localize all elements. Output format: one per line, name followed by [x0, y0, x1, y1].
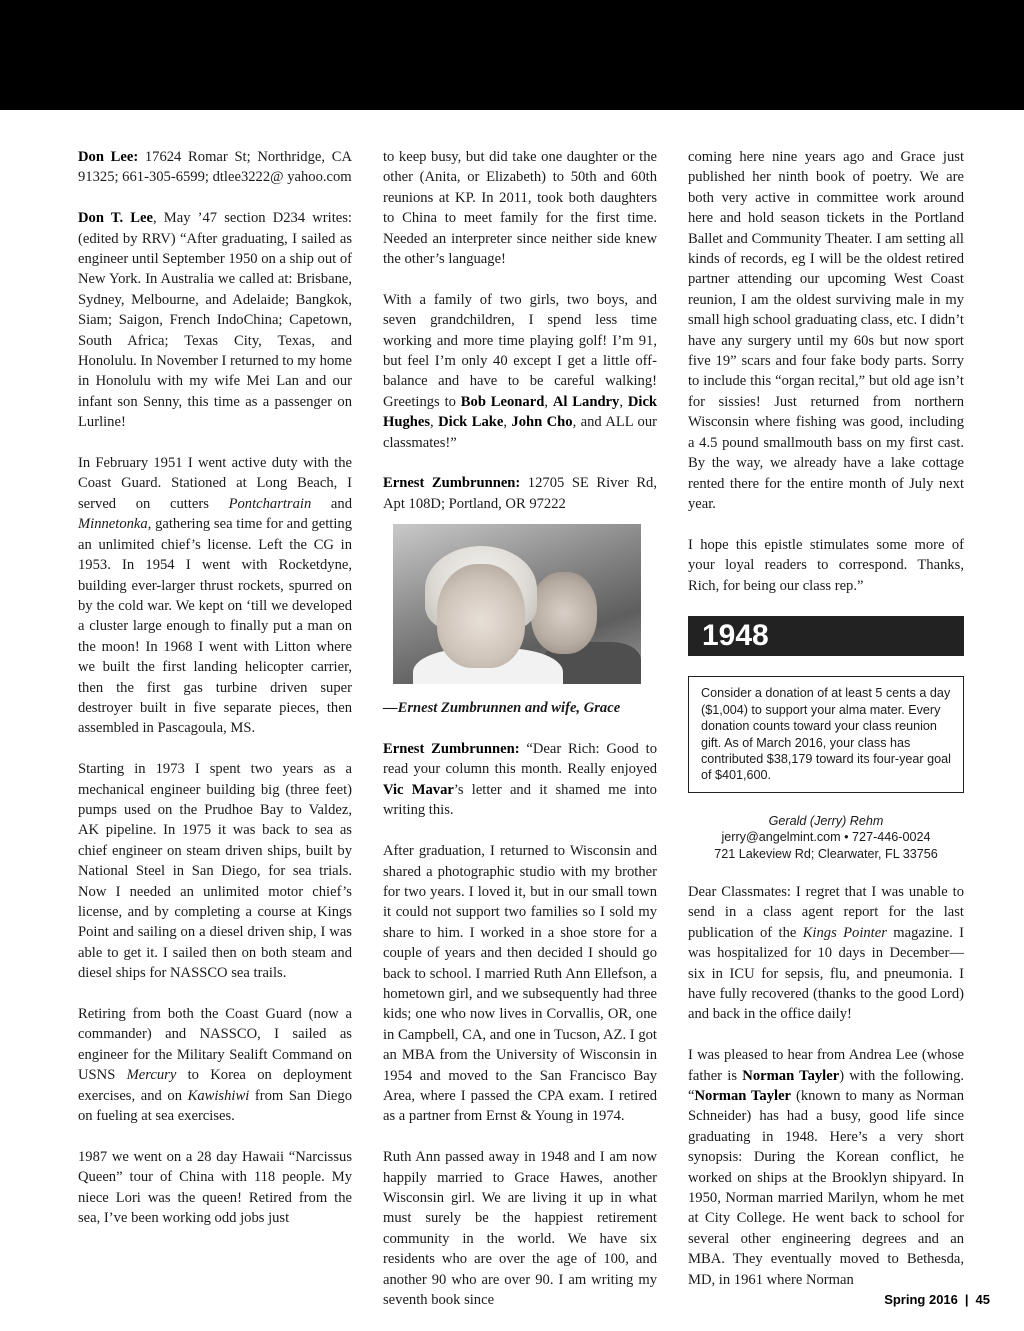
classmate-name: Ernest Zumbrunnen: [383, 741, 520, 758]
class-year-heading: 1948 [688, 616, 964, 656]
separator: , [619, 393, 628, 410]
classmate-name: Norman Tayler [742, 1067, 840, 1084]
donation-box: Consider a donation of at least 5 cents a day ($1,004) to support your alma mater. Every donation counts toward your class reunion gift. As of March 2016, your class has contributed $38,179 toward its four-year goal of $401,600. [688, 676, 964, 792]
paragraph [688, 882, 964, 1025]
paragraph [78, 208, 352, 432]
paragraph-text: magazine. I was hospitalized for 10 days in December—six in ICU for sepsis, flu, and pneumonia. I have fully recovered (thanks to the good Lord) and back in the office daily! [688, 924, 965, 1023]
couple-photo [393, 524, 641, 684]
agent-name: Gerald (Jerry) Rehm [768, 813, 884, 828]
classmate-name: Al Landry [552, 393, 620, 410]
paragraph [78, 147, 352, 188]
page-number: 45 [975, 1292, 990, 1307]
paragraph-text: , and ALL our classmates!” [383, 414, 658, 451]
paragraph: After graduation, I returned to Wisconsin and shared a photographic studio with my brother for two years. I loved it, but in our small town it could not support two families so I sold my share to him. I worked in a shoe store for a couple of years and then decided I should go back to school. I married Ruth Ann Ellefson, a hometown girl, and we subsequently had three kids; one who now lives in Corvallis, OR, one in Campbell, CA, and one in Tucson, AZ. I got an MBA from the University of Wisconsin in 1954 and moved to the San Francisco Bay Area, where I passed the CPA exam. I retired as a partner from Ernst & Young in 1974. [383, 843, 657, 1125]
paragraph-text: , gathering sea time for and getting an unlimited chief’s license. Left the CG in 1953. In 1954 I went with Rocketdyne, building ever-larger thrust rockets, spurred on by the cold war. We kept on ‘till we developed a cluster large enough to finally put a man on the moon! In 1968 I went with Litton where we built the first landing helicopter carrier, then the first gas turbine driven super destroyer built in five separate pieces, then assembled in Pascagoula, MS. [78, 516, 352, 737]
column-3 [688, 147, 964, 1310]
ship-name: Pontchartrain [228, 495, 312, 512]
issue-label: Spring 2016 [884, 1292, 958, 1307]
paragraph [688, 1045, 964, 1290]
paragraph [383, 473, 657, 514]
paragraph-text: from San Diego on fueling at sea exercises. [78, 1087, 352, 1125]
paragraph: to keep busy, but did take one daughter or the other (Anita, or Elizabeth) to 50th and 60th reunions at KP. In 2011, took both daughters to China to meet family for the first time. Needed an interpreter since neither side knew the other’s language! [383, 149, 657, 268]
classmate-name: Ernest Zumbrunnen: [383, 475, 521, 492]
paragraph-text: “Dear Rich: Good to read your column this month. Really enjoyed [383, 741, 657, 778]
magazine-name: Kings Pointer [802, 924, 887, 941]
classmate-name: Don Lee: [78, 149, 139, 165]
paragraph-text: Dear Classmates: I regret that I was unable to send in a class agent report for the last publication of the [688, 883, 964, 941]
paragraph: Ruth Ann passed away in 1948 and I am now happily married to Grace Hawes, another Wisconsin girl. We are living it up in what must surely be the happiest retirement community in the world. We have six residents who are over the age of 100, and another 90 who are over 90. I am writing my seventh book since [383, 1149, 657, 1309]
paragraph [78, 453, 352, 739]
paragraph-text: Retiring from both the Coast Guard (now a commander) and NASSCO, I sailed as engineer for the Military Sealift Command on USNS [78, 1006, 352, 1084]
paragraph-text: (known to many as Norman Schneider) has had a busy, good life since graduating in 1948. Here’s a very short synopsis: During the Korean conflict, he worked on ships at the Brooklyn shipyard. In 1950, Norman married Marilyn, whom he met at City College. He went back to school for several other engineering degrees and an MBA. They eventually moved to Bethesda, MD, in 1961 where Norman [688, 1088, 964, 1288]
ship-name: Minnetonka [78, 516, 148, 533]
paragraph [383, 290, 657, 453]
paragraph-text: , May ’47 section D234 writes: (edited by RRV) “After graduating, I sailed as engineer until September 1950 on a ship out of New York. In Australia we called at: Brisbane, Sydney, Melbourne, and Adelaide; Bangkok, Siam; Saigon, French IndoChina; Capetown, South Africa; Texas City, Texas, and Honolulu. In November I returned to my home in Honolulu with my wife Mei Lan and our infant son Senny, this time as a passenger on Lurline! [78, 210, 352, 431]
column-1 [78, 147, 352, 1249]
paragraph-text: and [311, 495, 352, 512]
footer-separator: | [964, 1292, 969, 1307]
paragraph: Starting in 1973 I spent two years as a mechanical engineer building big (three feet) pumps used on the Prudhoe Bay to Valdez, AK pipeline. In 1975 it was back to sea as chief engineer on steam driven ships, built by National Steel in San Diego, for sea trials. Now I needed an unlimited motor chief’s license, and by completing a course at Kings Point and sailing on a diesel driven ship, I was able to get it. I sailed then on both steam and diesel ships for NASSCO sea trails. [78, 761, 352, 982]
paragraph: I hope this epistle stimulates some more of your loyal readers to correspond. Thanks, Rich, for being our class rep.” [688, 536, 964, 594]
photo-shape [437, 564, 525, 668]
ship-name: Mercury [126, 1067, 177, 1084]
photo-caption: —Ernest Zumbrunnen and wife, Grace [383, 700, 621, 717]
paragraph-text: With a family of two girls, two boys, and seven grandchildren, I spend less time working and more time playing golf! I’m 91, but feel I’m only 40 except I get a little off-balance and have to be careful walking! Greetings to [383, 291, 657, 410]
paragraph-text: to Korea on deployment exercises, and on [78, 1067, 352, 1104]
classmate-name: John Cho [511, 414, 573, 431]
page-footer [884, 1292, 990, 1307]
classmate-name: Bob Leonard [460, 393, 545, 410]
paragraph [383, 739, 657, 821]
paragraph-text: ) with the following. “ [688, 1067, 965, 1105]
class-agent-info [688, 813, 964, 862]
paragraph: coming here nine years ago and Grace just published her ninth book of poetry. We are both very active in committee work around here and hold season tickets in the Portland Ballet and Community Theater. I am setting all kinds of records, eg I will be the oldest retired partner attending our upcoming West Coast reunion, I am the oldest surviving male in my small high school graduating class, etc. I didn’t have any surgery until my 60s but now sport five 19” scars and four fake body parts. Sorry to include this “organ recital,” but old age isn’t for sissies! Just returned from northern Wisconsin where fishing was good, including a 4.5 pound smallmouth bass on my first cast. By the way, we already have a lake cottage rented there for the entire month of July next year. [688, 149, 964, 512]
separator: , [503, 414, 512, 431]
ship-name: Kawishiwi [187, 1087, 250, 1104]
paragraph [78, 1004, 352, 1126]
classmate-name: Dick Hughes [383, 393, 658, 431]
agent-contact: jerry@angelmint.com • 727-446-0024 [721, 830, 931, 845]
column-2 [383, 147, 657, 1331]
photo-shape [531, 572, 597, 654]
separator: , [430, 414, 439, 431]
separator: , [544, 393, 553, 410]
classmate-name: Dick Lake [438, 414, 504, 431]
classmate-name: Norman Tayler [694, 1088, 792, 1105]
paragraph-text: 17624 Romar St; Northridge, CA 91325; 661-305-6599; dtlee3222@ yahoo.com [78, 149, 352, 186]
paragraph: 1987 we went on a 28 day Hawaii “Narcissus Queen” tour of China with 118 people. My niece Lori was the queen! Retired from the sea, I’ve been working odd jobs just [78, 1148, 352, 1227]
paragraph-text: ’s letter and it shamed me into writing this. [383, 781, 657, 819]
classmate-name: Don T. Lee [78, 210, 153, 227]
classmate-name: Vic Mavar [383, 781, 454, 798]
paragraph-text: I was pleased to hear from Andrea Lee (whose father is [688, 1047, 964, 1084]
paragraph-text: 12705 SE River Rd, Apt 108D; Portland, OR 97222 [383, 475, 657, 512]
paragraph-text: In February 1951 I went active duty with the Coast Guard. Stationed at Long Beach, I served on cutters [78, 455, 352, 512]
header-bar [0, 0, 1024, 110]
agent-address: 721 Lakeview Rd; Clearwater, FL 33756 [714, 846, 938, 861]
